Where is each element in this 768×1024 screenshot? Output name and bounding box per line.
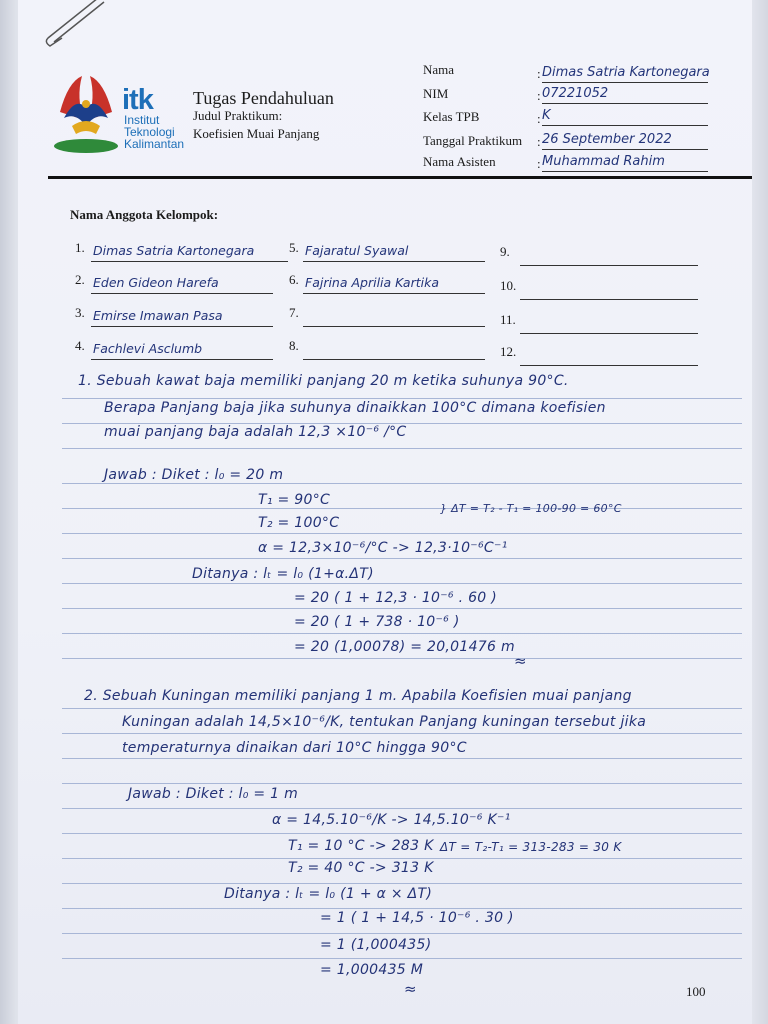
info-label-nama: Nama	[423, 62, 455, 77]
member-name: Eden Gideon Harefa	[91, 273, 273, 294]
member-8	[289, 338, 489, 360]
p2-answer-delta-t: ΔT = T₂-T₁ = 313-283 = 30 K	[440, 840, 622, 854]
p1-answer-t2: T₂ = 100°C	[258, 515, 340, 531]
subtitle-value: Koefisien Muai Panjang	[193, 126, 320, 141]
ruled-line	[62, 933, 742, 934]
member-name: Fajrina Aprilia Kartika	[303, 273, 485, 294]
member-name: Fajaratul Syawal	[303, 241, 485, 262]
ruled-line	[62, 608, 742, 609]
member-11	[500, 312, 700, 334]
group-heading: Nama Anggota Kelompok:	[70, 207, 219, 222]
p1-answer-ditanya: Ditanya : lₜ = l₀ (1+α.ΔT)	[192, 566, 374, 582]
p1-answer-step1: = 20 ( 1 + 12,3 · 10⁻⁶ . 60 )	[294, 590, 498, 606]
logo-line2: Teknologi	[124, 125, 175, 139]
info-label-asisten: Nama Asisten	[423, 154, 496, 169]
ruled-line	[62, 708, 742, 709]
info-label-tanggal: Tanggal Praktikum	[423, 133, 523, 148]
member-name: Dimas Satria Kartonegara	[91, 241, 288, 262]
p1-answer-delta-t: } ΔT = T₂ - T₁ = 100-90 = 60°C	[440, 502, 622, 515]
ruled-line	[62, 833, 742, 834]
ruled-line	[62, 508, 742, 509]
member-num: 11.	[500, 312, 516, 327]
member-num: 4.	[75, 338, 85, 353]
member-name: Emirse Imawan Pasa	[91, 306, 273, 327]
member-num: 1.	[75, 240, 85, 255]
member-num: 7.	[289, 305, 299, 320]
subtitle-label: Judul Praktikum:	[193, 108, 283, 123]
member-num: 6.	[289, 272, 299, 287]
info-label-nim: NIM	[423, 86, 449, 101]
p2-answer-t2: T₂ = 40 °C -> 313 K	[288, 860, 434, 876]
p2-question-line1: 2. Sebuah Kuningan memiliki panjang 1 m. Apabila Koefisien muai panjang	[84, 688, 632, 704]
ruled-line	[62, 583, 742, 584]
p1-question-line2: Berapa Panjang baja jika suhunya dinaikkan 100°C dimana koefisien	[104, 400, 606, 416]
member-name	[520, 279, 698, 300]
member-num: 9.	[500, 244, 510, 259]
member-name	[303, 339, 485, 360]
member-name	[520, 245, 698, 266]
info-value-kelas: K	[542, 107, 708, 126]
member-1	[75, 240, 285, 262]
p2-answer-t1: T₁ = 10 °C -> 283 K	[288, 838, 434, 854]
p1-question-line1: 1. Sebuah kawat baja memiliki panjang 20 m ketika suhunya 90°C.	[78, 373, 569, 389]
logo-brand: itk	[122, 84, 153, 116]
member-5	[289, 240, 489, 262]
ruled-line	[62, 858, 742, 859]
ruled-line	[62, 633, 742, 634]
member-num: 5.	[289, 240, 299, 255]
member-name	[520, 345, 698, 366]
p1-answer-t1: T₁ = 90°C	[258, 492, 331, 508]
p2-answer-ditanya: Ditanya : lₜ = l₀ (1 + α × ΔT)	[224, 886, 433, 902]
ruled-line	[62, 783, 742, 784]
member-12	[500, 344, 700, 366]
p2-answer-alpha: α = 14,5.10⁻⁶/K -> 14,5.10⁻⁶ K⁻¹	[272, 812, 511, 828]
member-num: 2.	[75, 272, 85, 287]
logo-line3: Kalimantan	[124, 137, 185, 151]
p2-answer-step1: = 1 ( 1 + 14,5 · 10⁻⁶ . 30 )	[320, 910, 514, 926]
p2-question-line3: temperaturnya dinaikan dari 10°C hingga 90°C	[122, 740, 467, 756]
info-value-asisten: Muhammad Rahim	[542, 153, 708, 172]
ruled-line	[62, 398, 742, 399]
p1-answer-step2: = 20 ( 1 + 738 · 10⁻⁶ )	[294, 614, 460, 630]
p2-question-line2: Kuningan adalah 14,5×10⁻⁶/K, tentukan Panjang kuningan tersebut jika	[122, 714, 647, 730]
member-num: 12.	[500, 344, 517, 359]
member-name: Fachlevi Asclumb	[91, 339, 273, 360]
p2-answer-diket: Jawab : Diket : l₀ = 1 m	[128, 786, 299, 802]
p1-answer-diket: Jawab : Diket : l₀ = 20 m	[104, 467, 284, 483]
ruled-line	[62, 758, 742, 759]
p2-answer-result: = 1,000435 M	[320, 962, 424, 978]
member-num: 8.	[289, 338, 299, 353]
ruled-line	[62, 533, 742, 534]
ruled-line	[62, 483, 742, 484]
info-value-nim: 07221052	[542, 85, 708, 104]
member-num: 3.	[75, 305, 85, 320]
member-6	[289, 272, 489, 294]
member-7	[289, 305, 489, 327]
p1-question-line3: muai panjang baja adalah 12,3 ×10⁻⁶ /°C	[104, 424, 407, 440]
page-number: 100	[686, 984, 706, 999]
underline-mark-icon: ≈	[404, 980, 417, 998]
ruled-line	[62, 658, 742, 659]
ruled-line	[62, 883, 742, 884]
header-divider	[48, 176, 752, 179]
p1-answer-result: = 20 (1,00078) = 20,01476 m	[294, 639, 515, 655]
member-3	[75, 305, 285, 327]
ruled-line	[62, 808, 742, 809]
ruled-line	[62, 908, 742, 909]
logo-line1: Institut	[124, 113, 160, 127]
p1-answer-alpha: α = 12,3×10⁻⁶/°C -> 12,3·10⁻⁶C⁻¹	[258, 540, 508, 556]
paper-clip-icon	[40, 0, 110, 50]
member-2	[75, 272, 285, 294]
underline-mark-icon: ≈	[514, 652, 527, 670]
p2-answer-step2: = 1 (1,000435)	[320, 937, 432, 953]
member-num: 10.	[500, 278, 517, 293]
member-10	[500, 278, 700, 300]
member-4	[75, 338, 285, 360]
member-name	[520, 313, 698, 334]
member-name	[303, 306, 485, 327]
info-label-kelas: Kelas TPB	[423, 109, 480, 124]
info-value-tanggal: 26 September 2022	[542, 131, 708, 150]
ruled-line	[62, 558, 742, 559]
ruled-line	[62, 958, 742, 959]
ruled-line	[62, 448, 742, 449]
doc-title: Tugas Pendahuluan	[193, 88, 334, 108]
info-value-nama: Dimas Satria Kartonegara	[542, 64, 708, 83]
ruled-line	[62, 733, 742, 734]
member-9	[500, 244, 700, 266]
